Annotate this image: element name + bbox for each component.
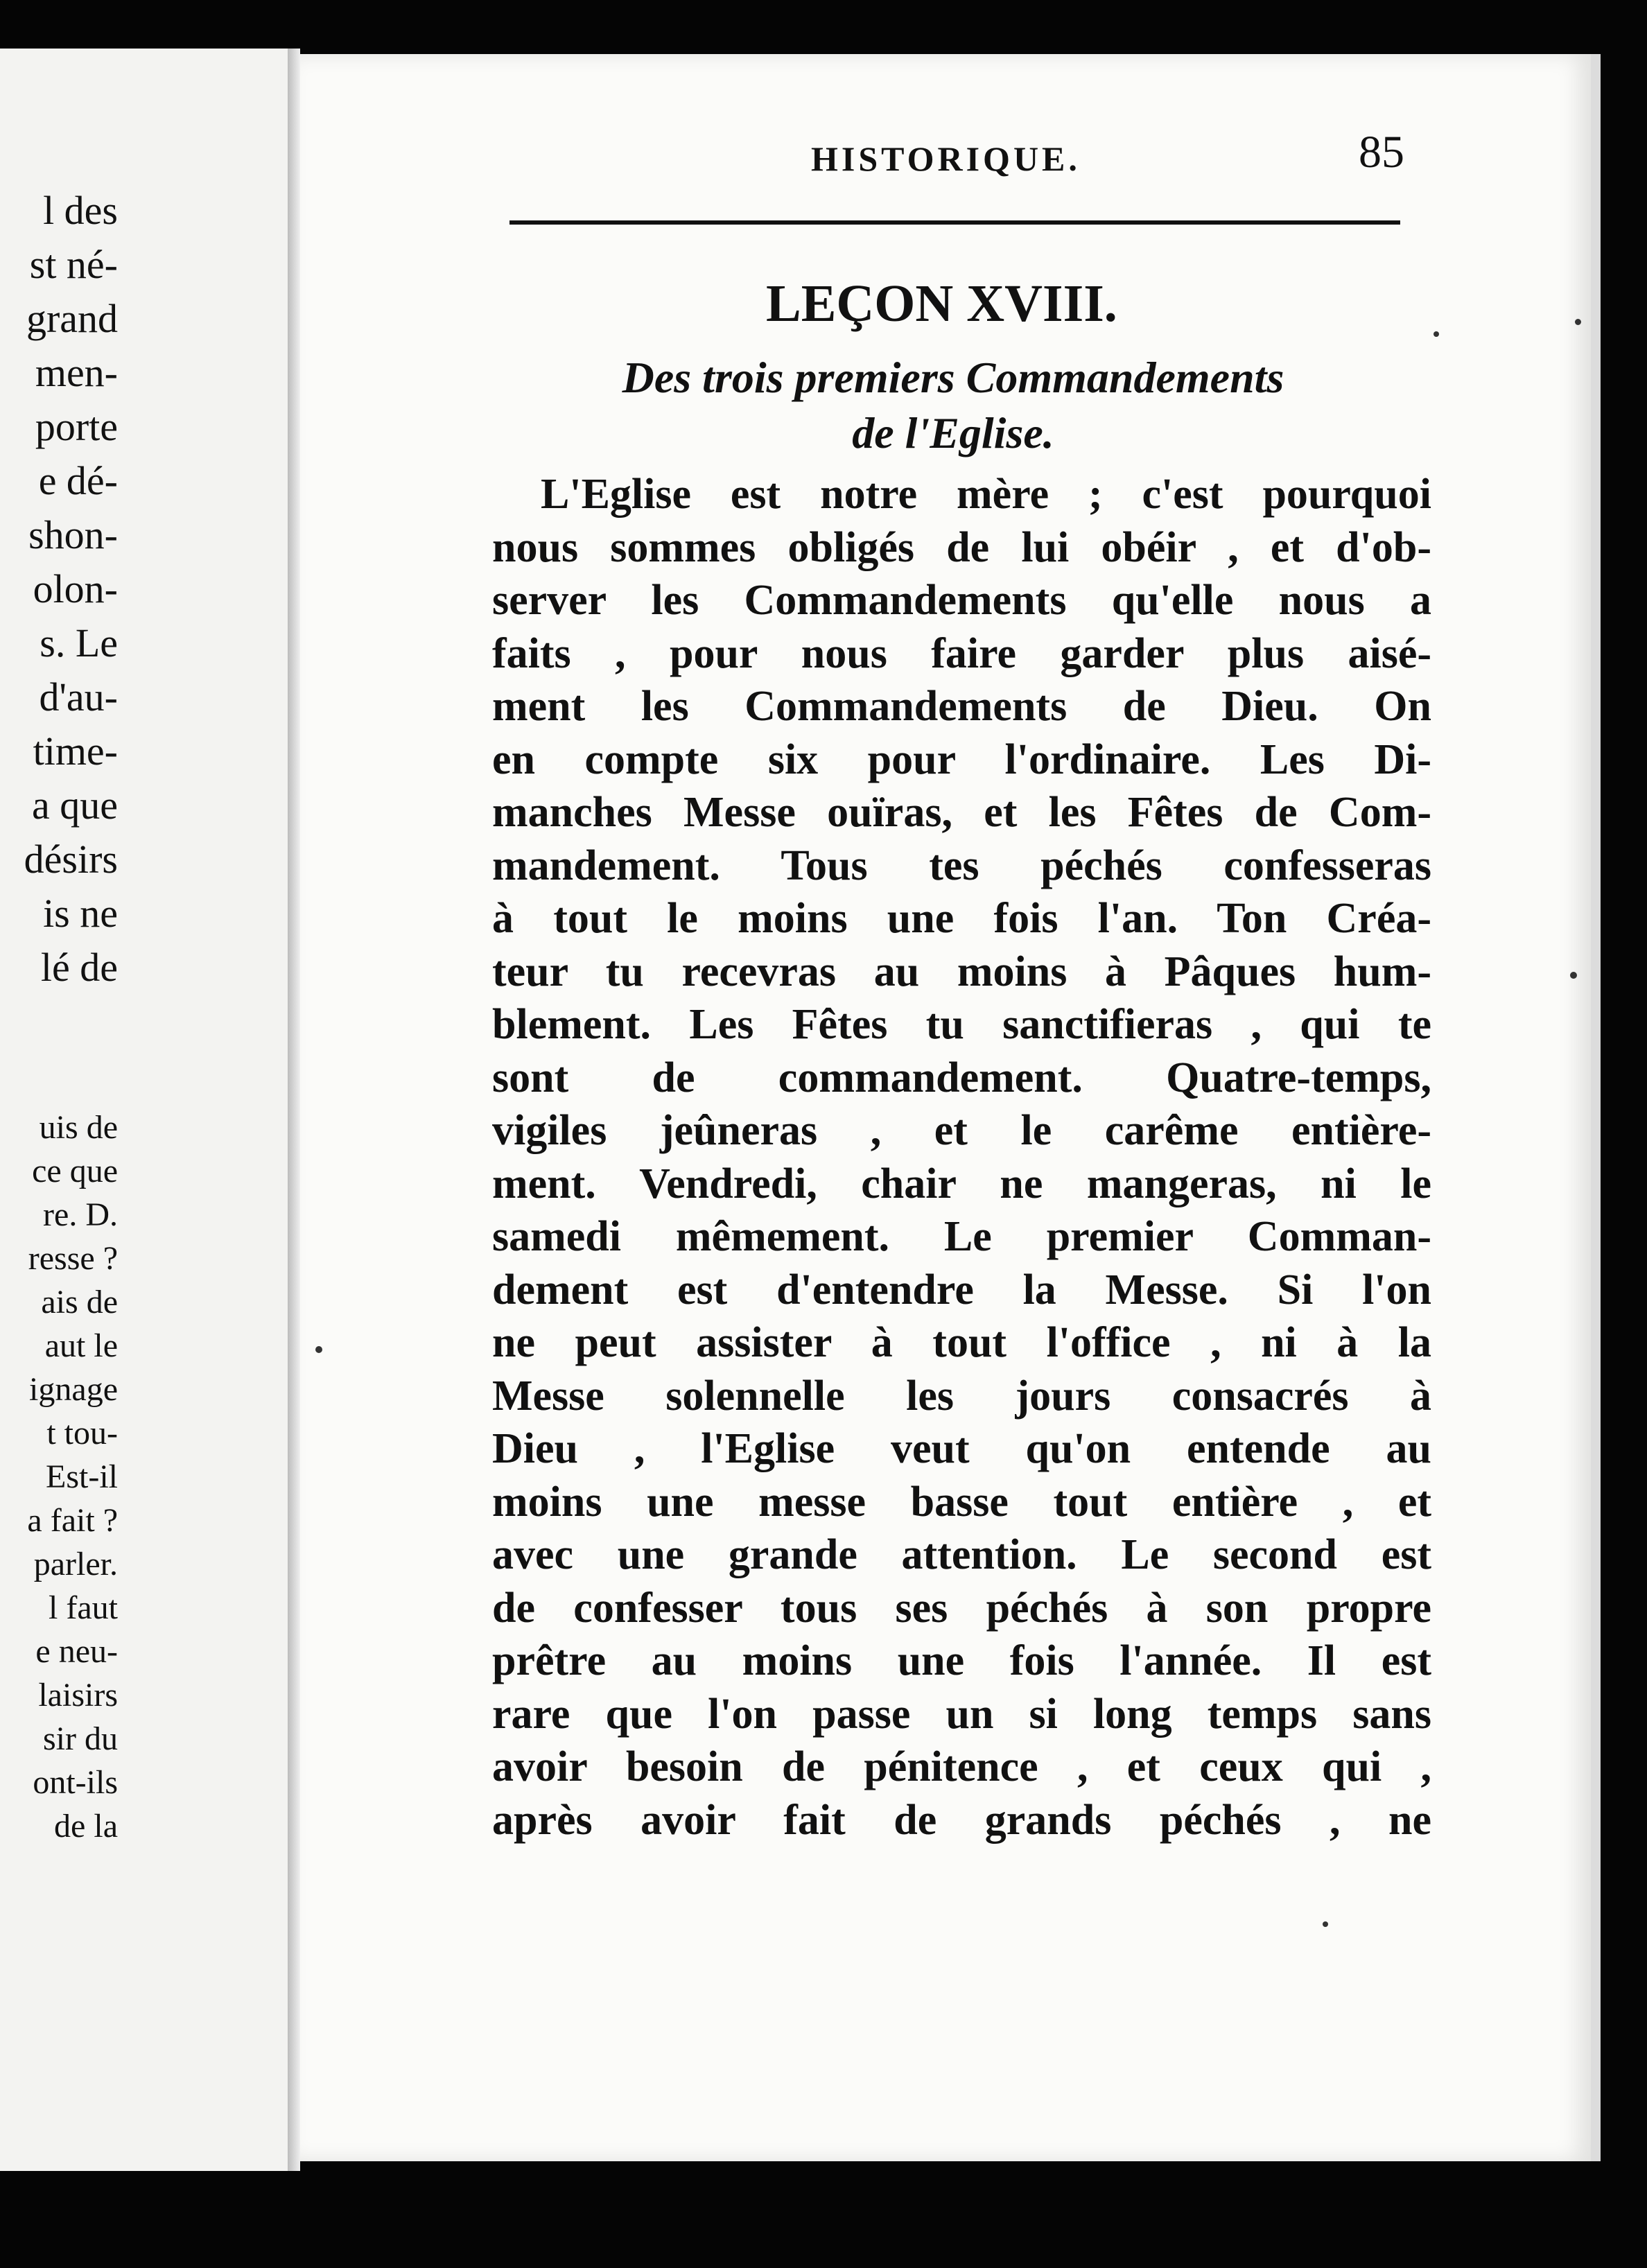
body-line: server les Commandements qu'elle nous a (492, 577, 1431, 624)
body-line: nous sommes obligés de lui obéir , et d'ob- (492, 523, 1431, 571)
body-line: après avoir fait de grands péchés , ne (492, 1796, 1431, 1844)
left-line: d'au- (39, 674, 118, 719)
left-text-block-1 (24, 184, 118, 995)
body-line: avoir besoin de pénitence , et ceux qui , (492, 1743, 1431, 1790)
left-line: ont-ils (33, 1764, 118, 1801)
left-line: men- (35, 350, 118, 395)
body-line: Messe solennelle les jours consacrés à (492, 1372, 1431, 1420)
left-line: s. Le (40, 620, 118, 665)
body-line: mandement. Tous tes péchés confesseras (492, 841, 1431, 889)
body-line: ment les Commandements de Dieu. On (492, 683, 1431, 730)
running-head: HISTORIQUE. (811, 139, 1081, 178)
left-line: time- (33, 729, 118, 774)
body-line: avec une grande attention. Le second est (492, 1531, 1431, 1578)
left-line: e neu- (35, 1633, 118, 1670)
left-text-block-2 (27, 1106, 118, 1848)
body-line: de confesser tous ses péchés à son propre (492, 1584, 1431, 1632)
page-number: 85 (1359, 127, 1404, 177)
left-line: désirs (24, 837, 118, 882)
left-line: ais de (41, 1284, 118, 1320)
left-line: lé de (40, 945, 118, 990)
scan-speck (1434, 331, 1439, 337)
left-line: l faut (49, 1589, 118, 1626)
body-line: L'Eglise est notre mère ; c'est pourquoi (541, 471, 1431, 518)
left-line: porte (35, 404, 118, 449)
page-edge (1591, 54, 1601, 2161)
left-line: st né- (29, 242, 118, 287)
body-line: ment. Vendredi, chair ne mangeras, ni le (492, 1160, 1431, 1207)
left-line: t tou- (46, 1415, 118, 1451)
body-line: ne peut assister à tout l'office , ni à la (492, 1319, 1431, 1366)
book-gutter (288, 49, 300, 2171)
body-line: teur tu recevras au moins à Pâques hum- (492, 948, 1431, 995)
body-line: dement est d'entendre la Messe. Si l'on (492, 1266, 1431, 1314)
body-line: moins une messe basse tout entière , et (492, 1478, 1431, 1526)
subtitle-line: de l'Eglise. (852, 408, 1054, 457)
left-line: is ne (43, 891, 118, 936)
left-line: Est-il (46, 1458, 118, 1495)
left-line: e dé- (38, 458, 118, 503)
body-line: Dieu , l'Eglise veut qu'on entende au (492, 1425, 1431, 1472)
left-line: aut le (44, 1327, 118, 1364)
left-line: shon- (28, 512, 118, 557)
header-rule (509, 220, 1400, 225)
body-paragraph (492, 468, 1431, 1847)
scan-speck (1575, 319, 1581, 325)
scan-speck (1323, 1921, 1328, 1927)
lesson-subtitle (485, 350, 1421, 461)
body-line: à tout le moins une fois l'an. Ton Créa- (492, 895, 1431, 942)
left-line: re. D. (43, 1196, 118, 1233)
body-line: faits , pour nous faire garder plus aisé- (492, 629, 1431, 677)
left-line: ignage (29, 1371, 118, 1408)
body-line: en compte six pour l'ordinaire. Les Di- (492, 735, 1431, 783)
body-line: sont de commandement. Quatre-temps, (492, 1054, 1431, 1101)
lesson-title: LEÇON XVIII. (766, 274, 1117, 333)
left-line: sir du (43, 1720, 118, 1757)
scan-speck (315, 1346, 322, 1353)
subtitle-line: Des trois premiers Commandements (622, 353, 1284, 402)
left-page-fragment (0, 49, 290, 2171)
left-line: resse ? (28, 1240, 118, 1277)
left-line: parler. (33, 1546, 118, 1582)
left-line: laisirs (38, 1677, 118, 1713)
body-line: blement. Les Fêtes tu sanctifieras , qui te (492, 1001, 1431, 1048)
scan-speck (1570, 972, 1577, 979)
body-line: prêtre au moins une fois l'année. Il est (492, 1637, 1431, 1684)
left-line: grand (26, 296, 118, 341)
left-line: olon- (33, 566, 118, 611)
left-line: a fait ? (27, 1502, 118, 1539)
body-line: samedi mêmement. Le premier Comman- (492, 1213, 1431, 1260)
left-line: ce que (32, 1153, 118, 1189)
body-line: rare que l'on passe un si long temps sans (492, 1690, 1431, 1738)
left-line: uis de (39, 1109, 118, 1146)
left-line: l des (43, 188, 118, 233)
left-line: a que (32, 783, 118, 828)
left-line: de la (54, 1808, 118, 1844)
body-line: vigiles jeûneras , et le carême entière- (492, 1107, 1431, 1154)
body-line: manches Messe ouïras, et les Fêtes de Com- (492, 789, 1431, 836)
